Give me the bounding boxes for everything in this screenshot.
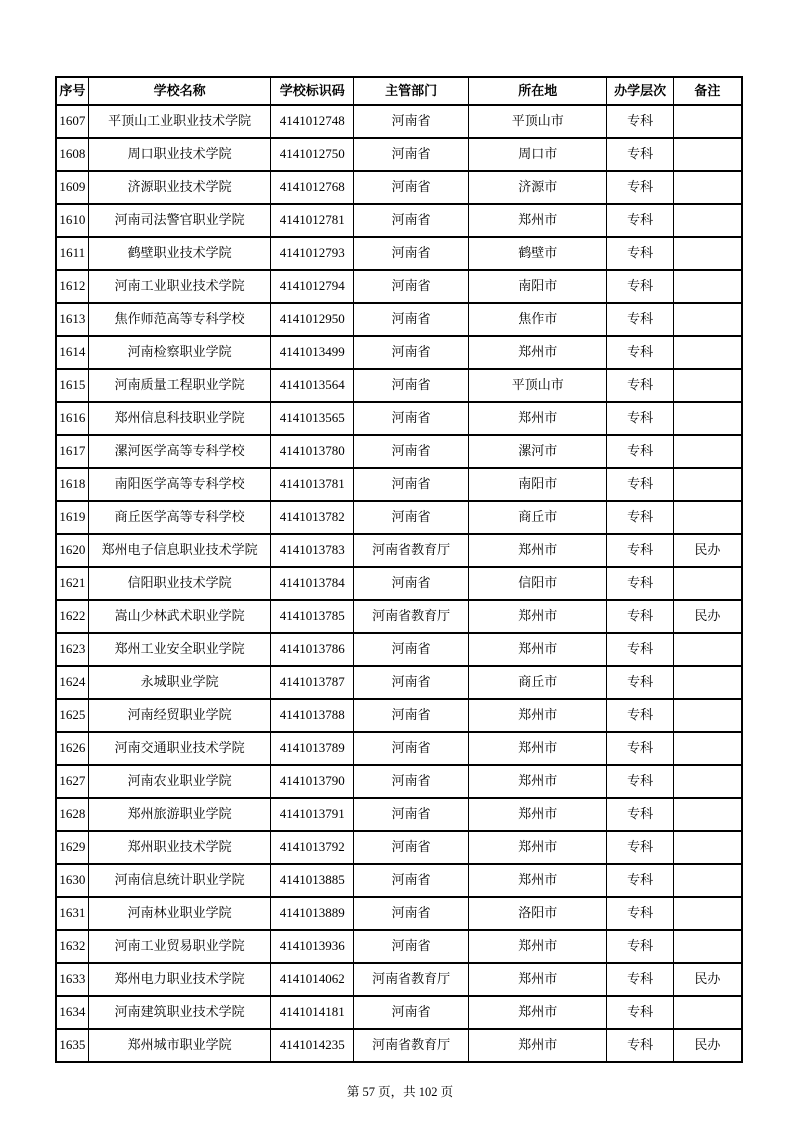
- cell-location: 洛阳市: [469, 897, 607, 930]
- cell-remark: [673, 204, 742, 237]
- cell-name: 郑州信息科技职业学院: [88, 402, 271, 435]
- cell-name: 河南信息统计职业学院: [88, 864, 271, 897]
- cell-level: 专科: [607, 501, 674, 534]
- table-row: [56, 633, 742, 666]
- cell-code: 4141014181: [271, 996, 354, 1029]
- cell-index: 1633: [56, 963, 88, 996]
- cell-department: 河南省: [354, 633, 469, 666]
- cell-index: 1616: [56, 402, 88, 435]
- cell-index: 1608: [56, 138, 88, 171]
- cell-name: 南阳医学高等专科学校: [88, 468, 271, 501]
- cell-location: 郑州市: [469, 1029, 607, 1062]
- cell-department: 河南省: [354, 468, 469, 501]
- cell-location: 南阳市: [469, 270, 607, 303]
- table-row: [56, 699, 742, 732]
- cell-location: 郑州市: [469, 633, 607, 666]
- cell-location: 郑州市: [469, 732, 607, 765]
- cell-name: 永城职业学院: [88, 666, 271, 699]
- cell-department: 河南省: [354, 567, 469, 600]
- cell-name: 漯河医学高等专科学校: [88, 435, 271, 468]
- cell-location: 郑州市: [469, 864, 607, 897]
- cell-name: 河南司法警官职业学院: [88, 204, 271, 237]
- cell-level: 专科: [607, 831, 674, 864]
- cell-level: 专科: [607, 798, 674, 831]
- cell-level: 专科: [607, 864, 674, 897]
- cell-level: 专科: [607, 336, 674, 369]
- cell-index: 1629: [56, 831, 88, 864]
- cell-department: 河南省: [354, 930, 469, 963]
- cell-remark: 民办: [673, 963, 742, 996]
- table-row: [56, 666, 742, 699]
- cell-code: 4141013784: [271, 567, 354, 600]
- cell-department: 河南省: [354, 369, 469, 402]
- cell-name: 鹤壁职业技术学院: [88, 237, 271, 270]
- cell-code: 4141013789: [271, 732, 354, 765]
- cell-code: 4141012793: [271, 237, 354, 270]
- cell-index: 1617: [56, 435, 88, 468]
- cell-name: 郑州电子信息职业技术学院: [88, 534, 271, 567]
- table-row: [56, 996, 742, 1029]
- cell-name: 郑州电力职业技术学院: [88, 963, 271, 996]
- cell-index: 1624: [56, 666, 88, 699]
- cell-index: 1607: [56, 105, 88, 138]
- cell-location: 济源市: [469, 171, 607, 204]
- cell-remark: [673, 798, 742, 831]
- cell-department: 河南省: [354, 105, 469, 138]
- cell-level: 专科: [607, 633, 674, 666]
- cell-location: 周口市: [469, 138, 607, 171]
- cell-name: 河南林业职业学院: [88, 897, 271, 930]
- cell-level: 专科: [607, 732, 674, 765]
- cell-index: 1631: [56, 897, 88, 930]
- cell-location: 鹤壁市: [469, 237, 607, 270]
- header-cell-department: 主管部门: [354, 77, 469, 105]
- cell-department: 河南省: [354, 204, 469, 237]
- cell-remark: 民办: [673, 600, 742, 633]
- cell-level: 专科: [607, 468, 674, 501]
- header-cell-remark: 备注: [673, 77, 742, 105]
- cell-name: 嵩山少林武术职业学院: [88, 600, 271, 633]
- cell-code: 4141013889: [271, 897, 354, 930]
- table-row: [56, 501, 742, 534]
- cell-index: 1618: [56, 468, 88, 501]
- cell-location: 平顶山市: [469, 369, 607, 402]
- cell-name: 河南经贸职业学院: [88, 699, 271, 732]
- table-row: [56, 930, 742, 963]
- cell-code: 4141013782: [271, 501, 354, 534]
- cell-location: 郑州市: [469, 930, 607, 963]
- cell-remark: [673, 336, 742, 369]
- table-row: [56, 468, 742, 501]
- cell-name: 周口职业技术学院: [88, 138, 271, 171]
- table-header: [56, 77, 742, 105]
- cell-index: 1626: [56, 732, 88, 765]
- cell-location: 漯河市: [469, 435, 607, 468]
- cell-level: 专科: [607, 567, 674, 600]
- cell-department: 河南省: [354, 765, 469, 798]
- table-body: [56, 105, 742, 1062]
- cell-level: 专科: [607, 204, 674, 237]
- cell-department: 河南省: [354, 303, 469, 336]
- cell-name: 河南工业贸易职业学院: [88, 930, 271, 963]
- cell-code: 4141014235: [271, 1029, 354, 1062]
- cell-name: 济源职业技术学院: [88, 171, 271, 204]
- cell-level: 专科: [607, 237, 674, 270]
- cell-name: 河南质量工程职业学院: [88, 369, 271, 402]
- cell-name: 郑州工业安全职业学院: [88, 633, 271, 666]
- cell-name: 郑州旅游职业学院: [88, 798, 271, 831]
- cell-location: 信阳市: [469, 567, 607, 600]
- cell-location: 南阳市: [469, 468, 607, 501]
- cell-code: 4141013499: [271, 336, 354, 369]
- cell-code: 4141012748: [271, 105, 354, 138]
- cell-index: 1627: [56, 765, 88, 798]
- cell-remark: [673, 138, 742, 171]
- cell-level: 专科: [607, 171, 674, 204]
- cell-department: 河南省: [354, 666, 469, 699]
- cell-department: 河南省: [354, 732, 469, 765]
- table-row: [56, 303, 742, 336]
- cell-remark: [673, 633, 742, 666]
- cell-level: 专科: [607, 666, 674, 699]
- cell-level: 专科: [607, 105, 674, 138]
- table-row: [56, 1029, 742, 1062]
- cell-remark: [673, 765, 742, 798]
- cell-code: 4141013786: [271, 633, 354, 666]
- cell-remark: 民办: [673, 534, 742, 567]
- cell-department: 河南省教育厅: [354, 963, 469, 996]
- cell-code: 4141012950: [271, 303, 354, 336]
- cell-code: 4141013565: [271, 402, 354, 435]
- cell-location: 郑州市: [469, 600, 607, 633]
- cell-remark: [673, 567, 742, 600]
- cell-location: 郑州市: [469, 996, 607, 1029]
- table-row: [56, 600, 742, 633]
- cell-level: 专科: [607, 600, 674, 633]
- table-row: [56, 732, 742, 765]
- cell-remark: [673, 897, 742, 930]
- cell-code: 4141013780: [271, 435, 354, 468]
- cell-index: 1615: [56, 369, 88, 402]
- cell-location: 商丘市: [469, 501, 607, 534]
- cell-code: 4141013781: [271, 468, 354, 501]
- cell-level: 专科: [607, 369, 674, 402]
- cell-code: 4141013936: [271, 930, 354, 963]
- cell-code: 4141013885: [271, 864, 354, 897]
- cell-name: 郑州职业技术学院: [88, 831, 271, 864]
- cell-location: 郑州市: [469, 336, 607, 369]
- cell-location: 郑州市: [469, 831, 607, 864]
- table-row: [56, 237, 742, 270]
- cell-department: 河南省: [354, 864, 469, 897]
- table-row: [56, 567, 742, 600]
- cell-remark: [673, 501, 742, 534]
- cell-code: 4141013783: [271, 534, 354, 567]
- header-cell-location: 所在地: [469, 77, 607, 105]
- cell-code: 4141012750: [271, 138, 354, 171]
- cell-remark: [673, 402, 742, 435]
- cell-remark: [673, 699, 742, 732]
- table-row: [56, 963, 742, 996]
- table-row: [56, 138, 742, 171]
- cell-department: 河南省: [354, 138, 469, 171]
- cell-name: 河南检察职业学院: [88, 336, 271, 369]
- cell-location: 郑州市: [469, 963, 607, 996]
- cell-index: 1620: [56, 534, 88, 567]
- cell-remark: [673, 666, 742, 699]
- cell-code: 4141013787: [271, 666, 354, 699]
- cell-index: 1609: [56, 171, 88, 204]
- cell-level: 专科: [607, 699, 674, 732]
- header-cell-name: 学校名称: [88, 77, 271, 105]
- cell-name: 河南工业职业技术学院: [88, 270, 271, 303]
- table-row: [56, 765, 742, 798]
- cell-code: 4141013792: [271, 831, 354, 864]
- table-row: [56, 402, 742, 435]
- header-cell-level: 办学层次: [607, 77, 674, 105]
- cell-department: 河南省: [354, 171, 469, 204]
- cell-location: 郑州市: [469, 204, 607, 237]
- cell-level: 专科: [607, 765, 674, 798]
- cell-code: 4141012768: [271, 171, 354, 204]
- table-row: [56, 336, 742, 369]
- table-row: [56, 369, 742, 402]
- cell-department: 河南省: [354, 237, 469, 270]
- cell-department: 河南省: [354, 699, 469, 732]
- cell-remark: [673, 435, 742, 468]
- cell-index: 1621: [56, 567, 88, 600]
- cell-remark: [673, 831, 742, 864]
- cell-name: 信阳职业技术学院: [88, 567, 271, 600]
- school-list-table: [55, 76, 743, 1063]
- page-number-indicator: 第 57 页，共 102 页: [346, 1085, 454, 1099]
- cell-name: 焦作师范高等专科学校: [88, 303, 271, 336]
- cell-department: 河南省教育厅: [354, 534, 469, 567]
- cell-index: 1625: [56, 699, 88, 732]
- cell-level: 专科: [607, 996, 674, 1029]
- cell-department: 河南省: [354, 501, 469, 534]
- cell-department: 河南省教育厅: [354, 1029, 469, 1062]
- cell-department: 河南省: [354, 435, 469, 468]
- cell-code: 4141012794: [271, 270, 354, 303]
- cell-level: 专科: [607, 930, 674, 963]
- table-row: [56, 105, 742, 138]
- table-header-row: [56, 77, 742, 105]
- cell-department: 河南省: [354, 270, 469, 303]
- cell-index: 1612: [56, 270, 88, 303]
- cell-remark: [673, 930, 742, 963]
- cell-department: 河南省: [354, 336, 469, 369]
- cell-department: 河南省: [354, 831, 469, 864]
- cell-code: 4141013564: [271, 369, 354, 402]
- cell-index: 1635: [56, 1029, 88, 1062]
- cell-name: 河南建筑职业技术学院: [88, 996, 271, 1029]
- cell-code: 4141013791: [271, 798, 354, 831]
- table-row: [56, 270, 742, 303]
- cell-index: 1630: [56, 864, 88, 897]
- cell-remark: [673, 468, 742, 501]
- cell-remark: [673, 996, 742, 1029]
- cell-name: 河南交通职业技术学院: [88, 732, 271, 765]
- cell-location: 郑州市: [469, 765, 607, 798]
- cell-index: 1632: [56, 930, 88, 963]
- cell-name: 郑州城市职业学院: [88, 1029, 271, 1062]
- cell-remark: 民办: [673, 1029, 742, 1062]
- cell-location: 焦作市: [469, 303, 607, 336]
- cell-level: 专科: [607, 270, 674, 303]
- cell-index: 1628: [56, 798, 88, 831]
- cell-remark: [673, 270, 742, 303]
- cell-name: 平顶山工业职业技术学院: [88, 105, 271, 138]
- cell-location: 郑州市: [469, 699, 607, 732]
- cell-level: 专科: [607, 303, 674, 336]
- cell-index: 1614: [56, 336, 88, 369]
- cell-index: 1611: [56, 237, 88, 270]
- cell-remark: [673, 369, 742, 402]
- cell-remark: [673, 303, 742, 336]
- cell-index: 1634: [56, 996, 88, 1029]
- cell-index: 1613: [56, 303, 88, 336]
- cell-location: 郑州市: [469, 534, 607, 567]
- cell-location: 商丘市: [469, 666, 607, 699]
- cell-remark: [673, 171, 742, 204]
- cell-location: 平顶山市: [469, 105, 607, 138]
- cell-index: 1622: [56, 600, 88, 633]
- cell-department: 河南省: [354, 402, 469, 435]
- cell-level: 专科: [607, 534, 674, 567]
- cell-level: 专科: [607, 402, 674, 435]
- cell-level: 专科: [607, 138, 674, 171]
- cell-level: 专科: [607, 1029, 674, 1062]
- table-row: [56, 204, 742, 237]
- cell-code: 4141012781: [271, 204, 354, 237]
- cell-level: 专科: [607, 963, 674, 996]
- table-row: [56, 798, 742, 831]
- cell-index: 1623: [56, 633, 88, 666]
- cell-remark: [673, 864, 742, 897]
- cell-index: 1610: [56, 204, 88, 237]
- cell-level: 专科: [607, 897, 674, 930]
- table-row: [56, 897, 742, 930]
- cell-department: 河南省: [354, 996, 469, 1029]
- cell-remark: [673, 732, 742, 765]
- header-cell-index: 序号: [56, 77, 88, 105]
- cell-code: 4141013788: [271, 699, 354, 732]
- cell-department: 河南省: [354, 897, 469, 930]
- cell-name: 河南农业职业学院: [88, 765, 271, 798]
- header-cell-code: 学校标识码: [271, 77, 354, 105]
- cell-index: 1619: [56, 501, 88, 534]
- table-row: [56, 831, 742, 864]
- cell-department: 河南省: [354, 798, 469, 831]
- table-row: [56, 435, 742, 468]
- table-row: [56, 864, 742, 897]
- cell-location: 郑州市: [469, 402, 607, 435]
- cell-remark: [673, 105, 742, 138]
- cell-location: 郑州市: [469, 798, 607, 831]
- cell-code: 4141013785: [271, 600, 354, 633]
- cell-department: 河南省教育厅: [354, 600, 469, 633]
- cell-code: 4141013790: [271, 765, 354, 798]
- cell-remark: [673, 237, 742, 270]
- cell-level: 专科: [607, 435, 674, 468]
- table-row: [56, 534, 742, 567]
- table-row: [56, 171, 742, 204]
- cell-name: 商丘医学高等专科学校: [88, 501, 271, 534]
- cell-code: 4141014062: [271, 963, 354, 996]
